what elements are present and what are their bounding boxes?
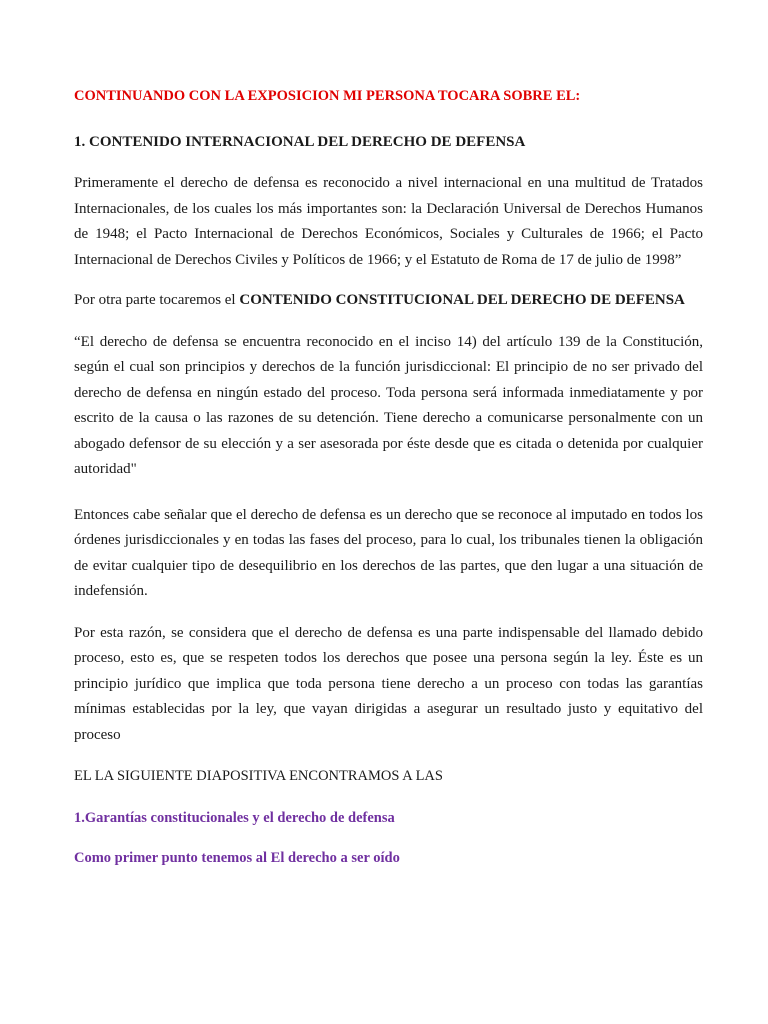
uppercase-line: EL LA SIGUIENTE DIAPOSITIVA ENCONTRAMOS A LAS	[74, 768, 443, 784]
paragraph-conclusion: Entonces cabe señalar que el derecho de defensa es un derecho que se reconoce al imputado en todos los órdenes jurisdiccionales y en todas las fases del proceso, para lo cual, los tribunales tienen la obligación de evitar cualquier tipo de desequilibrio en los derechos de las partes, que den lugar a una situación de indefensión.	[74, 506, 703, 599]
paragraph-constitutional-prefix: Por otra parte tocaremos el	[74, 292, 240, 308]
paragraph-constitutional-intro	[74, 288, 703, 314]
paragraph-due-process: Por esta razón, se considera que el derecho de defensa es una parte indispensable del llamado debido proceso, esto es, que se respeten todos los derechos que posee una persona según la ley. Éste es un principio jurídico que implica que toda persona tiene derecho a un proceso con todas las garantías mínimas establecidas por la ley, que vayan dirigidas a asegurar un resultado justo y equitativo del proceso	[74, 624, 703, 743]
purple-subtitle: 1.Garantías constitucionales y el derecho de defensa	[74, 809, 395, 826]
red-heading: CONTINUANDO CON LA EXPOSICION MI PERSONA TOCARA SOBRE EL:	[74, 88, 581, 104]
paragraph-constitutional-bold: CONTENIDO CONSTITUCIONAL DEL DERECHO DE DEFENSA	[239, 292, 685, 308]
paragraph-constitution-quote: “El derecho de defensa se encuentra reconocido en el inciso 14) del artículo 139 de la Constitución, según el cual son principios y derechos de la función jurisdiccional: El principio de no ser privado del derecho de defensa en ningún estado del proceso. Toda persona será informada inmediatamente y por escrito de la causa o las razones de su detención. Tiene derecho a comunicarse personalmente con un abogado defensor de su elección y a ser asesorada por éste desde que es citada o detenida por cualquier autoridad"	[74, 333, 703, 477]
section-title: 1. CONTENIDO INTERNACIONAL DEL DERECHO DE DEFENSA	[74, 133, 526, 150]
purple-first-point: Como primer punto tenemos al El derecho a ser oído	[74, 850, 400, 866]
paragraph-international: Primeramente el derecho de defensa es reconocido a nivel internacional en una multitud de Tratados Internacionales, de los cuales los más importantes son: la Declaración Universal de Derechos Humanos de 1948; el Pacto Internacional de Derechos Económicos, Sociales y Culturales de 1966; el Pacto Internacional de Derechos Civiles y Políticos de 1966; y el Estatuto de Roma de 17 de julio de 1998”	[74, 175, 703, 268]
